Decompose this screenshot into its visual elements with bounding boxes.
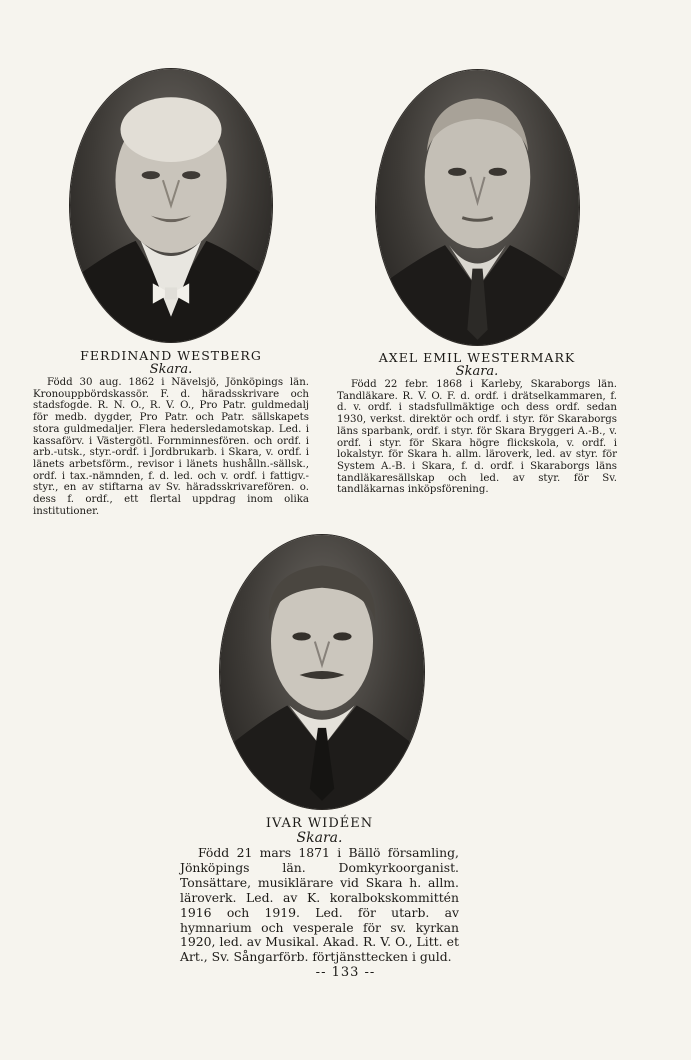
biography-entry [180, 816, 459, 965]
biography-text: Född 21 mars 1871 i Bällö församling, Jönköpings län. Domkyrkoorganist. Tonsättare, musiklärare vid Skara h. allm. läroverk. Led. av K. koralbokskommittén 1916 och 1919. Led. för utarb. av hymnarium och vesperale för sv. kyrkan 1920, led. av Musikal. Akad. R. V. O., Litt. et Art., Sv. Sångarförb. förtjänsttecken i guld. [180, 845, 459, 965]
page-number: -- 133 -- [315, 965, 376, 980]
person-name: AXEL EMIL WESTERMARK [378, 350, 576, 365]
biography-text: Född 22 febr. 1868 i Karleby, Skaraborgs län. Tandläkare. R. V. O. F. d. ordf. i drätselkammaren, f. d. v. ordf. i stadsfullmäktige och dess ordf. sedan 1930, verkst. direktör och ordf. i styr. för Skaraborgs läns sparbank, ordf. i styr. för Skara Bryggeri A.-B., v. ordf. i styr. för Skara högre flickskola, v. ordf. i lokalstyr. för Skara h. allm. läroverk, led. av styr. för System A.-B. i Skara, f. d. ordf. i Skaraborgs läns tandläkaresällskap och led. av styr. för Sv. tandläkarnas inköpsförening. [337, 379, 617, 496]
biography-entry [337, 351, 617, 496]
person-place: Skara. [455, 364, 499, 379]
portrait-ferdinand-westberg [70, 69, 272, 342]
portrait-ivar-wideen [220, 535, 424, 809]
person-place: Skara. [149, 362, 193, 377]
person-name: FERDINAND WESTBERG [80, 348, 262, 363]
portrait-axel-emil-westermark [376, 70, 579, 345]
person-place: Skara. [296, 830, 343, 846]
biography-text: Född 30 aug. 1862 i Nävelsjö, Jönköpings län. Kronouppbördskassör. F. d. häradsskrivare och stadsfogde. R. N. O., R. V. O., Pro Patr. guldmedalj för medb. dygder, Pro Patr. och Patr. sällskapets stora guldmedaljer. Flera hedersledamotskap. Led. i kassaförv. i Västergötl. Fornminnesfören. och ordf. i arb.-utsk., styr.-ordf. i Jordbrukarb. i Skara, v. ordf. i länets arbetsförm., revisor i länets hushålln.-sällsk., ordf. i tax.-nämnden, f. d. led. och v. ordf. i fattigv.-styr., en av stiftarna av Sv. häradsskrivarefören. o. dess f. ordf., ett flertal uppdrag inom olika institutioner. [33, 377, 309, 517]
person-name: IVAR WIDÉEN [265, 816, 374, 831]
biography-entry [33, 349, 309, 517]
